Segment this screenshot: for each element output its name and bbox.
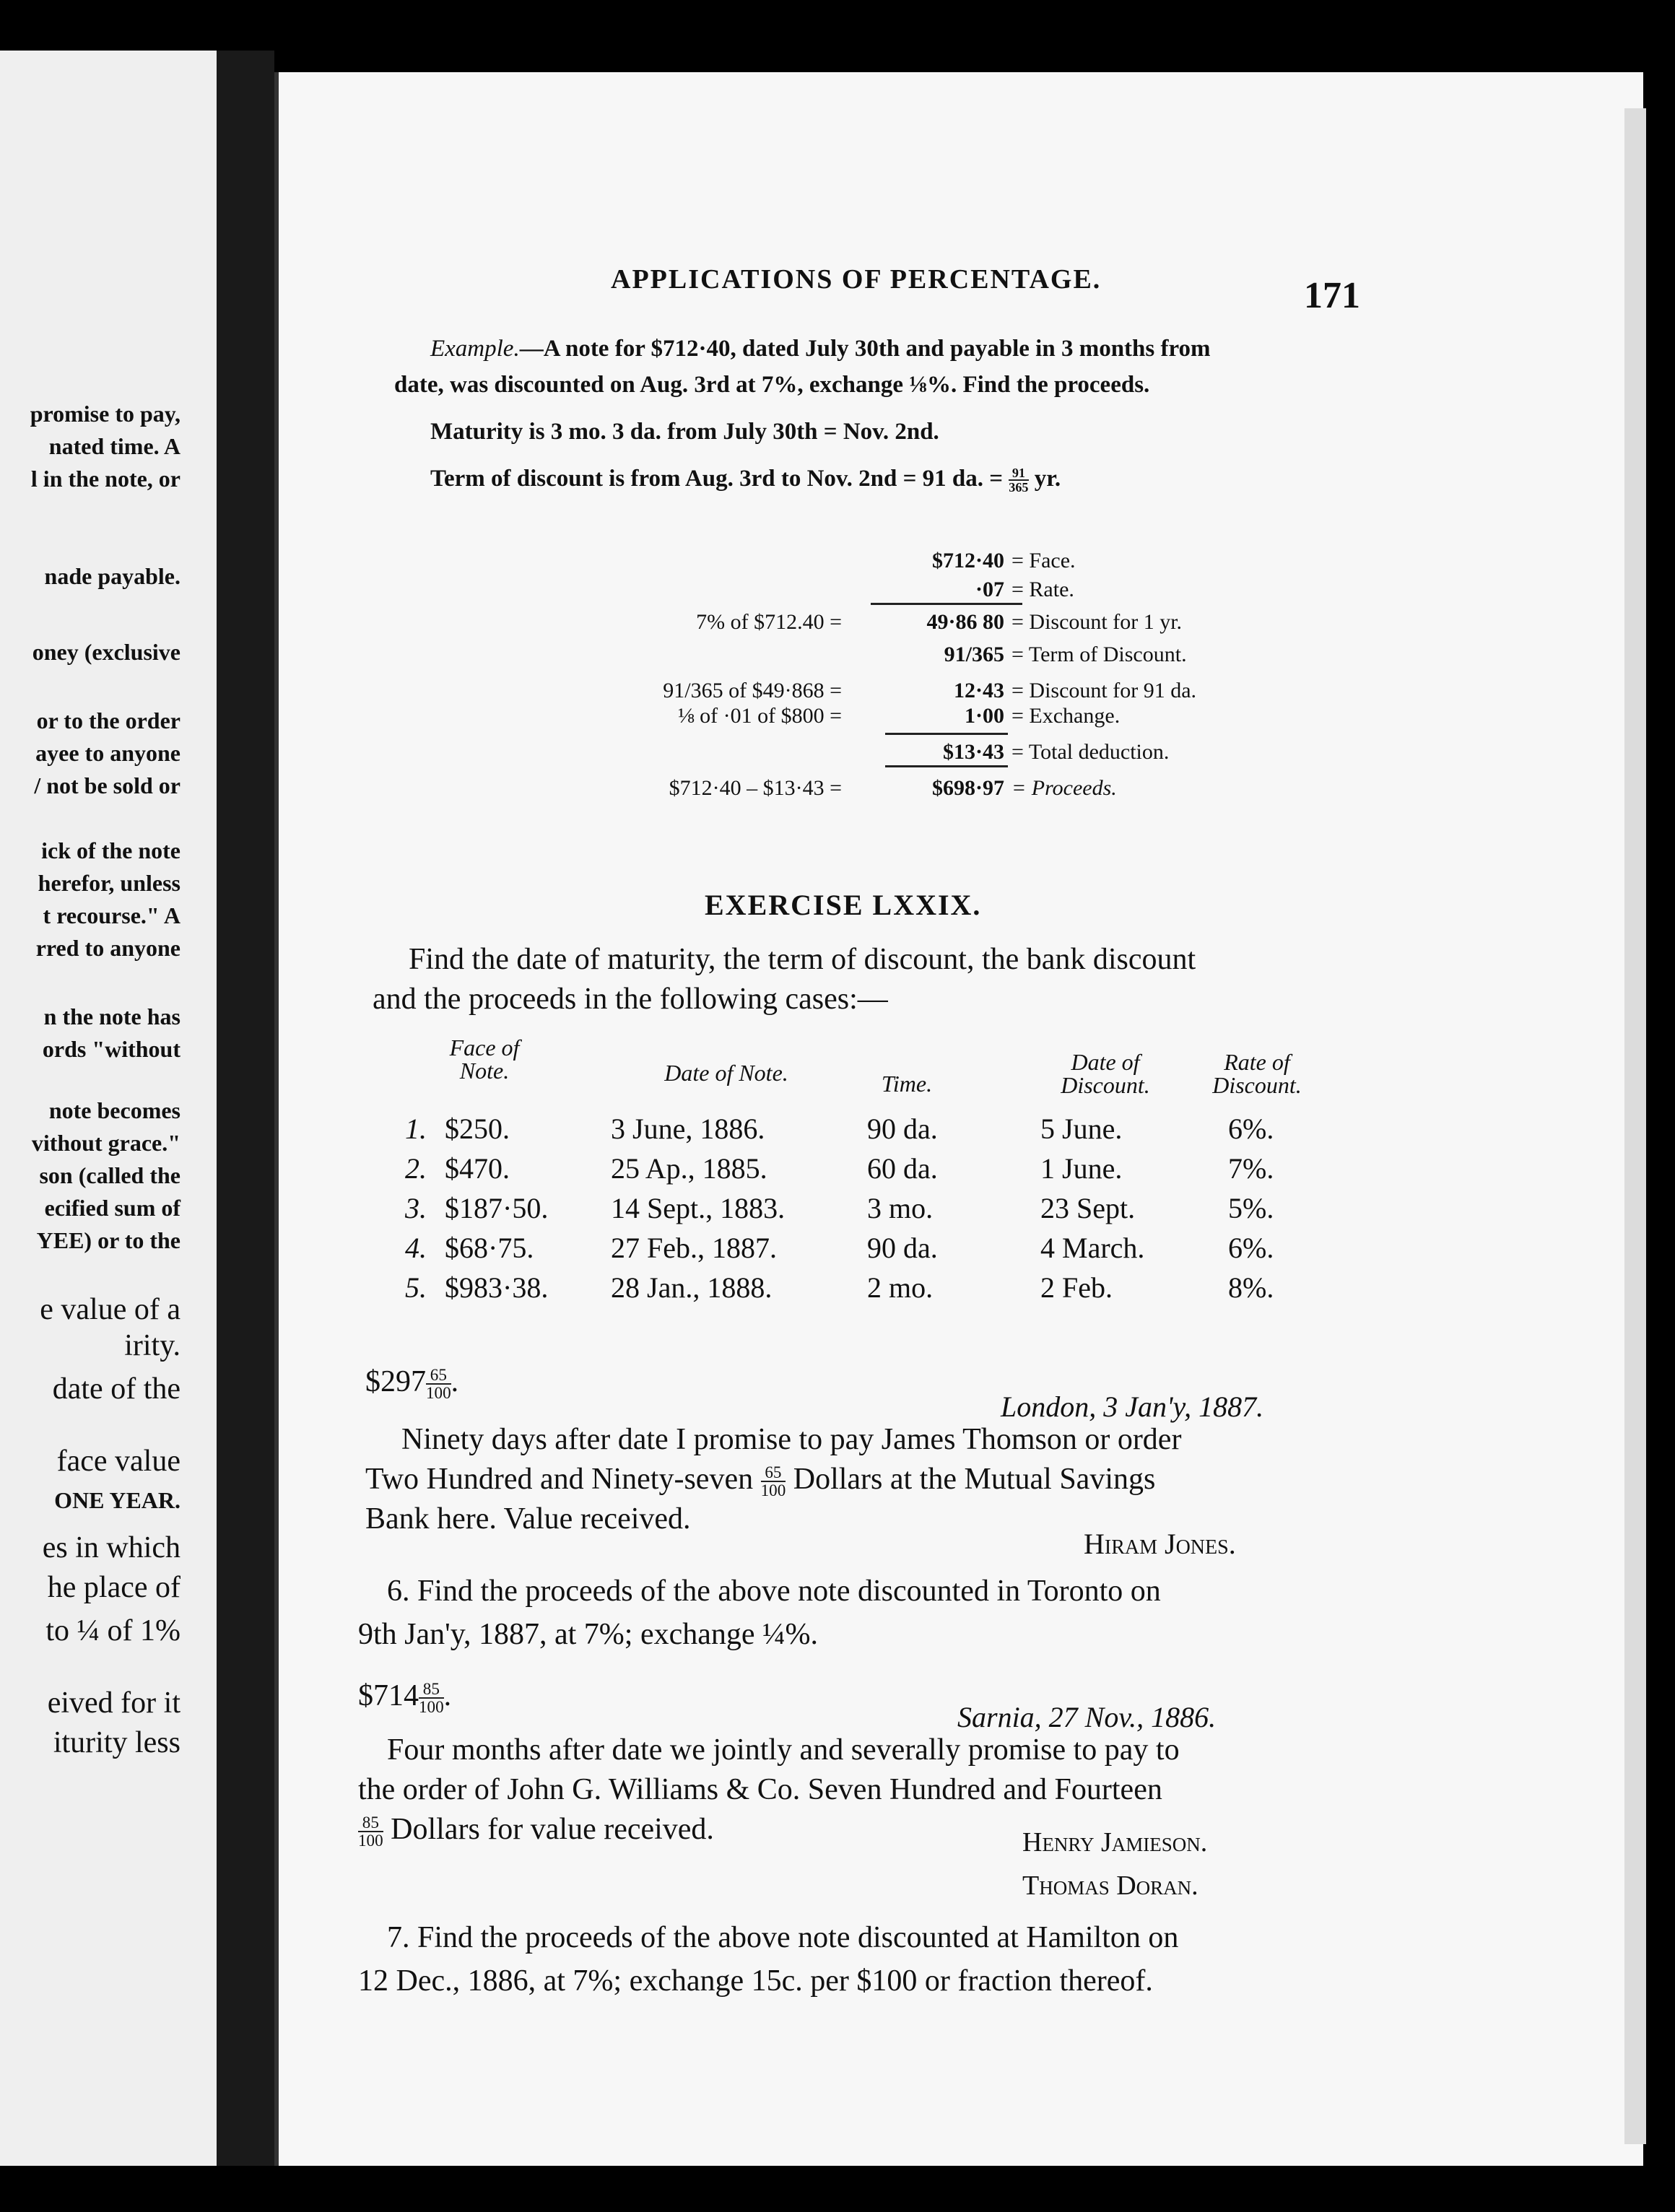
note1-signer: Hiram Jones.: [1084, 1528, 1236, 1560]
table-cell-rate: 7%.: [1228, 1152, 1274, 1185]
note2-line-1: Four months after date we jointly and severally promise to pay to: [387, 1733, 1180, 1767]
left-page-line: t recourse." A: [43, 902, 180, 928]
term-fraction: [1009, 466, 1028, 494]
left-page-line: nated time. A: [48, 433, 180, 459]
table-cell-disc: 4 March.: [1040, 1232, 1145, 1264]
calc-description: = Face.: [1011, 549, 1076, 572]
left-page-line: l in the note, or: [30, 466, 180, 492]
table-cell-disc: 2 Feb.: [1040, 1271, 1113, 1304]
table-cell-n: 3.: [405, 1192, 427, 1224]
calc-description: = Total deduction.: [1011, 740, 1170, 764]
table-cell-rate: 8%.: [1228, 1271, 1274, 1304]
note1-frac-den: 100: [426, 1383, 451, 1403]
table-cell-n: 5.: [405, 1271, 427, 1304]
table-cell-disc: 5 June.: [1040, 1112, 1123, 1145]
left-page-line: ecified sum of: [44, 1195, 180, 1221]
header-face-of-note: Face of Note.: [449, 1035, 520, 1084]
note1-line-2: [365, 1462, 1155, 1499]
left-page-line: e value of a: [40, 1293, 180, 1326]
page-number: 171: [1304, 275, 1360, 316]
note2-cents-num: 85: [358, 1814, 383, 1832]
note2-cents-den: 100: [358, 1831, 383, 1850]
table-cell-n: 2.: [405, 1152, 427, 1185]
book-gutter: [217, 51, 274, 2166]
left-page-line: iturity less: [53, 1726, 180, 1759]
left-page-line: YEE) or to the: [36, 1227, 180, 1253]
term-frac-den: 365: [1009, 480, 1029, 495]
note1-line-2a: Two Hundred and Ninety-seven: [365, 1463, 754, 1496]
table-cell-rate: 6%.: [1228, 1232, 1274, 1264]
left-page-line: ords "without: [42, 1036, 180, 1062]
note1-frac-num: 65: [426, 1367, 451, 1385]
question-6-line-2: 9th Jan'y, 1887, at 7%; exchange ¼%.: [358, 1618, 819, 1651]
right-page: [274, 72, 1643, 2166]
left-page-line: n the note has: [43, 1003, 180, 1029]
calc-value: 12·43: [953, 679, 1004, 702]
note2-line-3-text: Dollars for value received.: [391, 1813, 714, 1846]
left-page-line: vithout grace.": [31, 1130, 180, 1156]
calc-description: = Proceeds.: [1011, 776, 1117, 800]
calc-value: 1·00: [964, 704, 1004, 728]
calc-value: $698·97: [931, 776, 1004, 800]
term-text: Term of discount is from Aug. 3rd to Nov. 2nd = 91 da. =: [430, 466, 1004, 492]
note2-line-2: the order of John G. Williams & Co. Seven Hundred and Fourteen: [358, 1773, 1162, 1806]
note2-frac-den: 100: [419, 1697, 444, 1717]
calc-description: = Discount for 91 da.: [1011, 679, 1197, 702]
note1-line-3: Bank here. Value received.: [365, 1502, 691, 1536]
left-page-line: face value: [56, 1445, 180, 1478]
table-cell-time: 90 da.: [867, 1232, 938, 1264]
term-frac-num: 91: [1009, 466, 1028, 481]
table-cell-date: 27 Feb., 1887.: [611, 1232, 777, 1264]
table-cell-face: $470.: [445, 1152, 510, 1185]
note2-frac-num: 85: [419, 1681, 444, 1699]
table-cell-disc: 23 Sept.: [1040, 1192, 1136, 1224]
note1-cents-num: 65: [761, 1464, 786, 1482]
header-date-of-note: Date of Note.: [664, 1060, 788, 1086]
left-page-line: herefor, unless: [38, 870, 180, 896]
example-line-2: date, was discounted on Aug. 3rd at 7%, exchange ⅛%. Find the proceeds.: [394, 372, 1150, 398]
note2-signer-1: Henry Jamieson.: [1022, 1827, 1208, 1858]
left-page-line: / not be sold or: [34, 772, 180, 798]
calc-value: $712·40: [931, 549, 1004, 572]
example-label: Example.: [430, 336, 520, 362]
header-date-of-discount: Date of Discount.: [1061, 1049, 1150, 1098]
question-6-line-1: [387, 1574, 1161, 1608]
note1-amount: $297 $\frac{65}{100}$ .: [365, 1365, 459, 1403]
calc-left-expression: 7% of $712.40 =: [696, 610, 842, 634]
calc-left-expression: ⅛ of ·01 of $800 =: [678, 704, 842, 728]
note1-place-date: London, 3 Jan'y, 1887.: [1001, 1390, 1264, 1423]
table-cell-time: 2 mo.: [867, 1271, 934, 1304]
calc-rule: [885, 733, 1008, 735]
example-text: —A note for $712·40, dated July 30th and payable in 3 months from: [519, 336, 1211, 362]
table-cell-n: 4.: [405, 1232, 427, 1264]
left-page-line: oney (exclusive: [32, 639, 180, 665]
question-6-text: 6. Find the proceeds of the above note discounted in Toronto on: [387, 1575, 1161, 1608]
calc-rule: [871, 603, 1022, 605]
table-cell-face: $68·75.: [445, 1232, 534, 1264]
table-cell-date: 25 Ap., 1885.: [611, 1152, 767, 1185]
left-page-line: es in which: [42, 1531, 180, 1564]
exercise-intro-2: and the proceeds in the following cases:—: [373, 983, 888, 1016]
note2-signer-2: Thomas Doran.: [1022, 1871, 1198, 1901]
left-page-line: he place of: [47, 1571, 180, 1604]
calc-description: = Discount for 1 yr.: [1011, 610, 1183, 634]
note2-amount-fraction: [419, 1681, 444, 1715]
calc-value: 91/365: [944, 643, 1004, 666]
calc-description: = Term of Discount.: [1011, 643, 1187, 666]
question-7-line-1: 7. Find the proceeds of the above note discounted at Hamilton on: [387, 1921, 1179, 1954]
table-cell-rate: 6%.: [1228, 1112, 1274, 1145]
note2-amount: $714 $\frac{85}{100}$ .: [358, 1679, 452, 1717]
left-page-line: date of the: [52, 1372, 180, 1406]
note1-line-2b: Dollars at the Mutual Savings: [793, 1463, 1156, 1496]
note2-place-date: Sarnia, 27 Nov., 1886.: [957, 1701, 1217, 1733]
term-line: [430, 466, 1061, 495]
calc-left-expression: $712·40 – $13·43 =: [669, 776, 842, 800]
table-cell-face: $983·38.: [445, 1271, 549, 1304]
table-cell-time: 60 da.: [867, 1152, 938, 1185]
table-cell-face: $250.: [445, 1112, 510, 1145]
left-facing-page: [0, 51, 217, 2166]
note2-cents-fraction: [358, 1814, 383, 1849]
note1-cents-den: 100: [760, 1481, 786, 1500]
note2-line-3: [358, 1812, 714, 1849]
note1-line-1: Ninety days after date I promise to pay James Thomson or order: [401, 1423, 1182, 1456]
table-cell-time: 90 da.: [867, 1112, 938, 1145]
calc-description: = Rate.: [1011, 578, 1074, 601]
table-cell-date: 28 Jan., 1888.: [611, 1271, 773, 1304]
maturity-line: Maturity is 3 mo. 3 da. from July 30th = Nov. 2nd.: [430, 419, 939, 445]
left-page-line: nade payable.: [44, 563, 180, 589]
example-line-1: [430, 336, 1211, 362]
question-7-line-2: 12 Dec., 1886, at 7%; exchange 15c. per $100 or fraction thereof.: [358, 1964, 1153, 1998]
note1-amount-dollars: $297: [365, 1365, 426, 1398]
table-cell-date: 14 Sept., 1883.: [611, 1192, 786, 1224]
calc-left-expression: 91/365 of $49·868 =: [663, 679, 842, 702]
table-cell-face: $187·50.: [445, 1192, 549, 1224]
left-page-line: rred to anyone: [35, 935, 180, 961]
note1-amount-fraction: [426, 1367, 451, 1401]
left-page-line: promise to pay,: [30, 401, 180, 427]
table-cell-n: 1.: [405, 1112, 427, 1145]
calc-value: ·07: [975, 578, 1004, 601]
table-cell-date: 3 June, 1886.: [611, 1112, 765, 1145]
header-time: Time.: [881, 1071, 933, 1097]
left-page-line: or to the order: [36, 707, 180, 733]
left-page-line: eived for it: [47, 1686, 180, 1720]
left-page-line: irity.: [124, 1329, 180, 1362]
exercise-intro-1: Find the date of maturity, the term of discount, the bank discount: [409, 943, 1196, 976]
calc-value: $13·43: [942, 740, 1004, 764]
table-cell-time: 3 mo.: [867, 1192, 934, 1224]
page-edge: [1624, 108, 1646, 2144]
note1-cents-fraction: [761, 1464, 786, 1499]
header-rate-of-discount: Rate of Discount.: [1212, 1049, 1302, 1098]
left-page-line: ayee to anyone: [35, 740, 180, 766]
left-page-line: son (called the: [39, 1162, 180, 1188]
table-cell-rate: 5%.: [1228, 1192, 1274, 1224]
left-page-line: note becomes: [48, 1097, 180, 1123]
left-page-line: ick of the note: [41, 837, 180, 863]
calc-rule: [885, 765, 1008, 767]
term-suffix: yr.: [1034, 466, 1061, 492]
calc-description: = Exchange.: [1011, 704, 1121, 728]
left-page-line: ONE YEAR.: [54, 1487, 180, 1513]
left-page-line: to ¼ of 1%: [45, 1614, 180, 1647]
running-title: APPLICATIONS OF PERCENTAGE.: [611, 264, 1102, 295]
note2-amount-dollars: $714: [358, 1679, 419, 1712]
table-cell-disc: 1 June.: [1040, 1152, 1123, 1185]
calc-value: 49·86 80: [926, 610, 1004, 634]
exercise-title: EXERCISE LXXIX.: [705, 889, 982, 921]
